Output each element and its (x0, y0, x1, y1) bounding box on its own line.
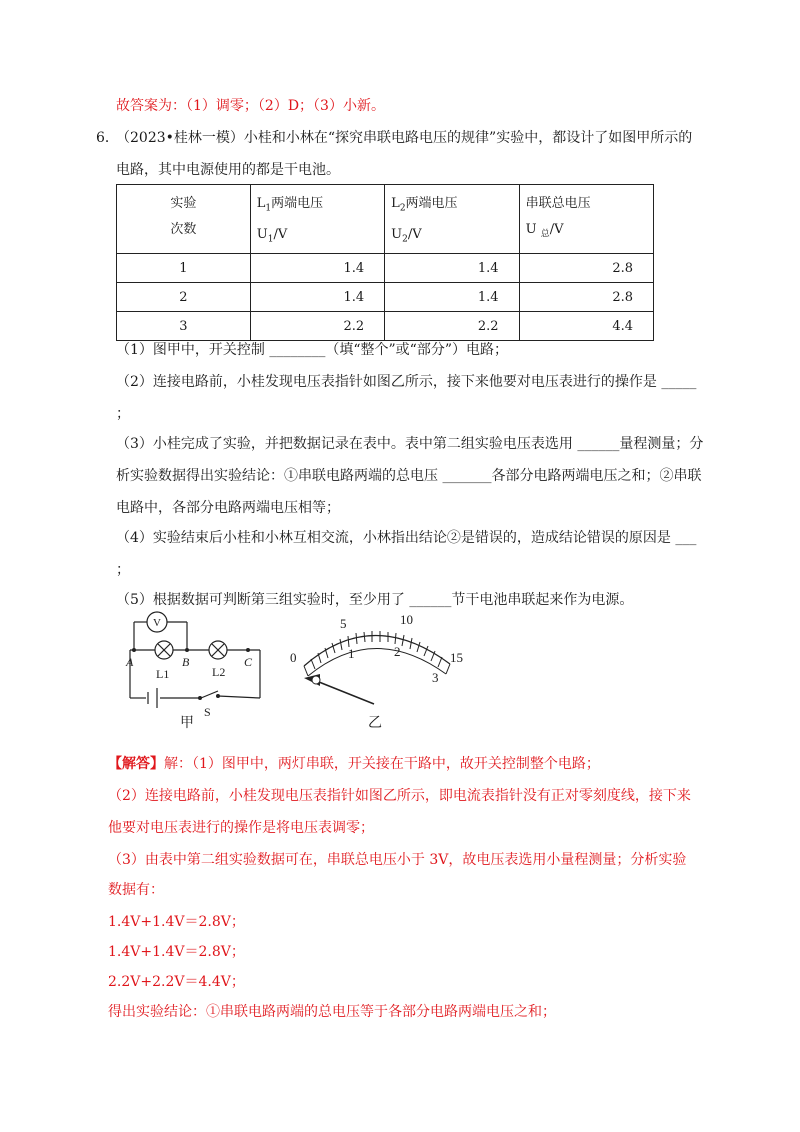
sub-question-5: （5）根据数据可判断第三组实验时，至少用了 ______节干电池串联起来作为电源。 (116, 592, 634, 608)
solution-line: 数据有： (108, 882, 164, 898)
point-a-label: A (126, 655, 134, 669)
table-row: 1 1.4 1.4 2.8 (117, 254, 654, 283)
inner-tick-2: 2 (394, 644, 401, 659)
figure-jia-caption: 甲 (180, 715, 194, 731)
outer-tick-0: 0 (290, 650, 297, 665)
table-row: 2 1.4 1.4 2.8 (117, 283, 654, 312)
solution-line: 1.4V+1.4V＝2.8V； (108, 944, 245, 960)
header-u2: $L_2$两端电压 $U_2/V$ (385, 185, 519, 254)
header-trial: 实验 次数 (117, 185, 251, 254)
solution-line: 得出实验结论：①串联电路两端的总电压等于各部分电路两端电压之和； (108, 1004, 556, 1020)
solution-tag: 【解答】 (108, 756, 164, 772)
solution-line: （2）连接电路前，小桂发现电压表指针如图乙所示，即电流表指针没有正对零刻度线，接下来 (108, 788, 691, 804)
sub-question-1: （1）图甲中，开关控制 ________（填“整个”或“部分”）电路； (116, 342, 508, 358)
inner-tick-3: 3 (432, 670, 439, 685)
solution-line: （3）由表中第二组实验数据可在，串联总电压小于 3V，故电压表选用小量程测量；分析实验 (108, 852, 687, 868)
point-c-label: C (244, 655, 253, 669)
voltmeter-dial (282, 606, 482, 726)
previous-answer: 故答案为：（1）调零；（2）D；（3）小新。 (116, 98, 385, 114)
outer-tick-15: 15 (450, 650, 463, 665)
sub-question-4-end: ； (116, 562, 130, 578)
figure-yi-caption: 乙 (368, 715, 382, 731)
sub-question-3: （3）小桂完成了实验，并把数据记录在表中。表中第二组实验电压表选用 ______量程测量；分 (116, 436, 704, 452)
circuit-diagram (112, 606, 282, 736)
solution-line: 2.2V+2.2V＝4.4V； (108, 974, 245, 990)
sub-question-2: （2）连接电路前，小桂发现电压表指针如图乙所示，接下来他要对电压表进行的操作是 _____ (116, 374, 697, 390)
table-row: 3 2.2 2.2 4.4 (117, 312, 654, 341)
lamp-l2-icon (209, 641, 227, 659)
question-number: 6． (96, 130, 119, 146)
lamp-l1-icon (155, 641, 173, 659)
point-b-label: B (182, 655, 190, 669)
sub-question-3-cont: 析实验数据得出实验结论：①串联电路两端的总电压 _______各部分电路两端电压之和；②串联 (116, 468, 702, 484)
data-table (116, 184, 654, 341)
outer-tick-10: 10 (400, 612, 413, 627)
outer-tick-5: 5 (340, 616, 347, 631)
inner-tick-1: 1 (348, 646, 355, 661)
switch-label: S (204, 705, 211, 719)
solution-line: 1.4V+1.4V＝2.8V； (108, 914, 245, 930)
needle-icon (304, 674, 374, 704)
question-stem-line1: （2023•桂林一模）小桂和小林在“探究串联电路电压的规律”实验中，都设计了如图甲所示的 (116, 130, 693, 146)
sub-question-2-end: ； (116, 406, 130, 422)
lamp-l2-label: L2 (212, 665, 226, 679)
header-total: 串联总电压 U $_总$/V (519, 185, 653, 254)
solution-lead: 【解答】解：（1）图甲中，两灯串联，开关接在干路中，故开关控制整个电路； (108, 756, 600, 772)
table-header-row (117, 185, 654, 254)
sub-question-4: （4）实验结束后小桂和小林互相交流，小林指出结论②是错误的，造成结论错误的原因是 ___ (116, 530, 697, 546)
question-stem-line2: 电路，其中电源使用的都是干电池。 (116, 162, 340, 178)
lamp-l1-label: L1 (156, 667, 170, 681)
header-u1: $L_1$两端电压 $U_1/V$ (250, 185, 384, 254)
sub-question-3-end: 电路中，各部分电路两端电压相等； (116, 500, 340, 516)
voltmeter-icon (147, 612, 167, 632)
solution-line: 他要对电压表进行的操作是将电压表调零； (108, 820, 374, 836)
svg-text:V: V (153, 617, 161, 629)
